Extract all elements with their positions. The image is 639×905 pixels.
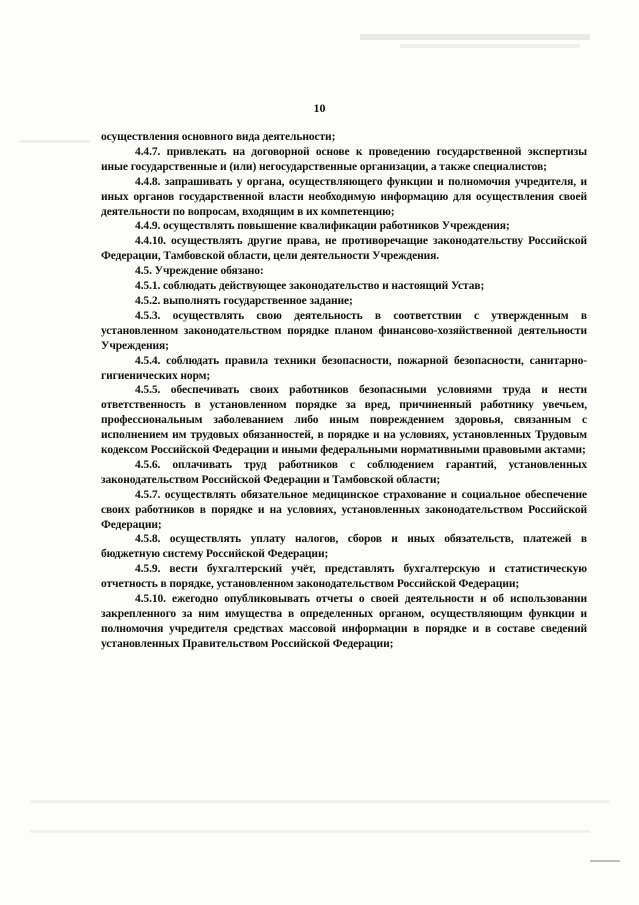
paragraph-4-5-2: 4.5.2. выполнять государственное задание; <box>135 294 353 307</box>
scan-artifact <box>590 860 620 862</box>
paragraph-4-5: 4.5. Учреждение обязано: <box>135 265 264 278</box>
paragraph-4-5-9: 4.5.9. вести бухгалтерский учёт, представлять бухгалтерскую и статистическую отчетность в порядке, установленном законодательством Российской Федерации; <box>101 563 587 591</box>
paragraph-4-4-10: 4.4.10. осуществлять другие права, не противоречащие законодательству Российской Федерации, Тамбовской области, цели деятельности Учреждения. <box>101 235 587 263</box>
paragraph-4-5-4: 4.5.4. соблюдать правила техники безопасности, пожарной безопасности, санитарно-гигиенических норм; <box>101 354 587 382</box>
page-number: 10 <box>313 101 326 115</box>
paragraph-4-4-7: 4.4.7. привлекать на договорной основе к проведению государственной экспертизы иные государственные и (или) негосударственные организации, а также специалистов; <box>101 145 587 173</box>
paragraph-4-5-7: 4.5.7. осуществлять обязательное медицинское страхование и социальное обеспечение своих работников в порядке и на условиях, установленных законодательством Российской Федерации; <box>101 488 587 531</box>
paragraph-4-4-8: 4.4.8. запрашивать у органа, осуществляющего функции и полномочия учредителя, и иных органов государственной власти необходимую информацию для осуществления своей деятельности по вопросам, входящим в их компетенцию; <box>101 175 587 218</box>
scan-artifact <box>30 830 590 833</box>
paragraph-4-5-3: 4.5.3. осуществлять свою деятельность в соответствии с утвержденным в установленном законодательством порядке планом финансово-хозяйственной деятельности Учреждения; <box>101 309 587 352</box>
document-body <box>101 130 587 652</box>
paragraph-4-5-8: 4.5.8. осуществлять уплату налогов, сборов и иных обязательств, платежей в бюджетную систему Российской Федерации; <box>101 533 587 561</box>
paragraph-4-5-1: 4.5.1. соблюдать действующее законодательство и настоящий Устав; <box>135 280 485 293</box>
paragraph: осуществления основного вида деятельности; <box>101 131 336 143</box>
scan-artifact <box>400 44 580 48</box>
scan-artifact <box>30 800 610 803</box>
paragraph-4-5-6: 4.5.6. оплачивать труд работников с соблюдением гарантий, установленных законодательством Российской Федерации и Тамбовской области; <box>101 458 587 486</box>
paragraph-4-4-9: 4.4.9. осуществлять повышение квалификации работников Учреждения; <box>135 220 510 233</box>
paragraph-4-5-10: 4.5.10. ежегодно опубликовывать отчеты о своей деятельности и об использовании закрепленного за ним имущества в определенных органом, осуществляющим функции и полномочия учредителя средствах массовой информации в порядке и в составе сведений установленных Правительством Российской Федерации; <box>101 593 587 650</box>
scan-artifact <box>360 34 590 40</box>
paragraph-4-5-5: 4.5.5. обеспечивать своих работников безопасными условиями труда и нести ответственность в установленном порядке за вред, причиненный работнику увечьем, профессиональным заболеванием либо иным повреждением здоровья, связанным с исполнением им трудовых обязанностей, в порядке и на условиях, установленных Трудовым кодексом Российской Федерации и иными федеральными нормативными правовыми актами; <box>101 384 587 457</box>
scan-artifact <box>20 140 90 143</box>
